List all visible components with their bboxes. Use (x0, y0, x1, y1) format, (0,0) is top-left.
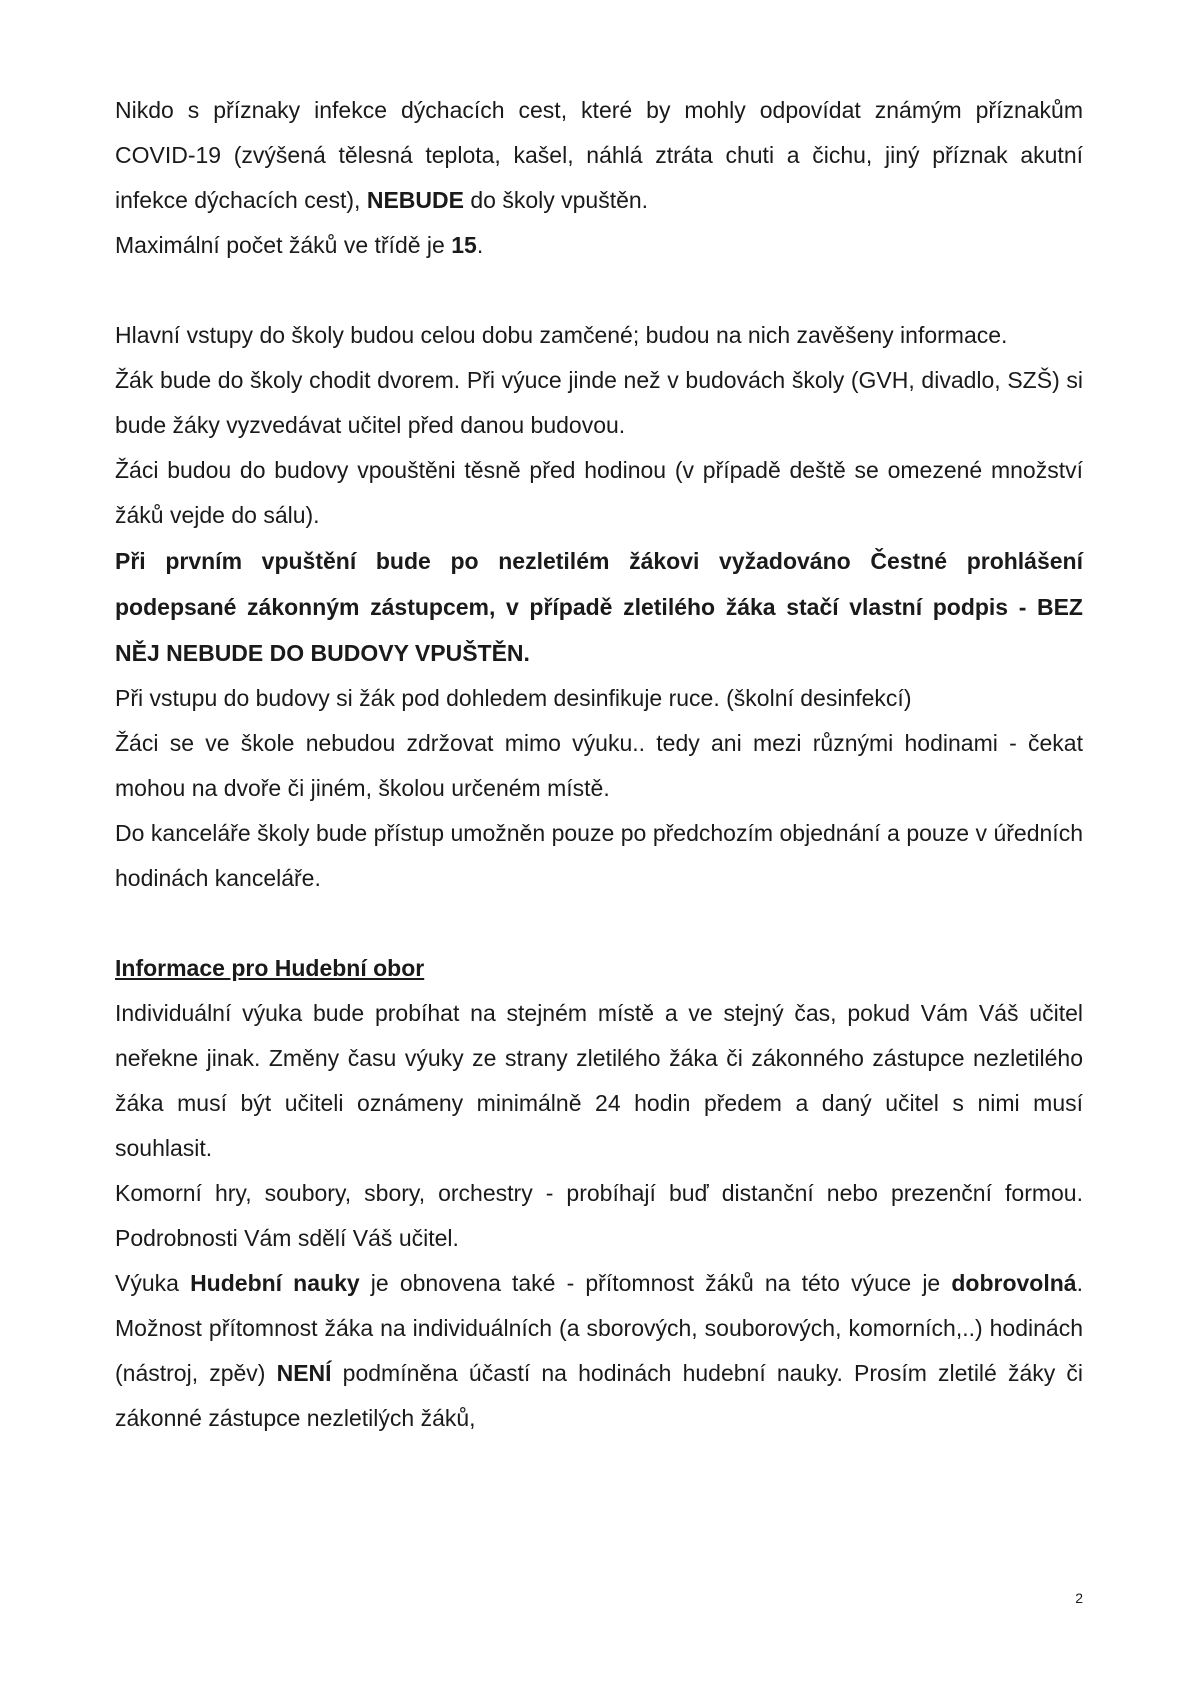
spacer (115, 901, 1083, 946)
spacer (115, 268, 1083, 313)
paragraph-music-theory (115, 1261, 1083, 1441)
paragraph-symptoms (115, 88, 1083, 223)
paragraph-music-theory-text-3: . Možnost přítomnost žáka na individuálních (a sborových, souborových, komorních,..) hodinách (nástroj, zpěv) (115, 1270, 1083, 1386)
paragraph-entry-timing: Žáci budou do budovy vpouštěni těsně před hodinou (v případě deště se omezené množství žáků vejde do sálu). (115, 457, 1083, 528)
paragraph-max-students (115, 223, 1083, 268)
paragraph-no-loitering: Žáci se ve škole nebudou zdržovat mimo výuku.. tedy ani mezi různými hodinami - čekat mohou na dvoře či jiném, školou určeném místě. (115, 730, 1083, 801)
paragraph-max-students-number: 15 (451, 232, 477, 258)
paragraph-office-access: Do kanceláře školy bude přístup umožněn pouze po předchozím objednání a pouze v úředních hodinách kanceláře. (115, 820, 1083, 891)
paragraph-main-entrances: Hlavní vstupy do školy budou celou dobu zamčené; budou na nich zavěšeny informace. (115, 322, 1008, 348)
document-page (115, 88, 1083, 1441)
page-number: 2 (1075, 1590, 1083, 1606)
paragraph-music-theory-text-4: podmíněna účastí na hodinách hudební nauky. Prosím zletilé žáky či zákonné zástupce nezletilých žáků, (115, 1360, 1083, 1431)
paragraph-ensembles: Komorní hry, soubory, sbory, orchestry - probíhají buď distanční nebo prezenční formou. Podrobnosti Vám sdělí Váš učitel. (115, 1180, 1083, 1251)
paragraph-symptoms-text-2: do školy vpuštěn. (463, 187, 649, 213)
paragraph-music-theory-text-2: je obnovena také - přítomnost žáků na této výuce je (359, 1270, 952, 1296)
paragraph-symptoms-text-1: Nikdo s příznaky infekce dýchacích cest, které by mohly odpovídat známým příznakům COVID-19 (zvýšená tělesná teplota, kašel, náhlá ztráta chuti a čichu, jiný příznak akutní infekce dýchacích cest), (115, 97, 1083, 213)
paragraph-individual-lessons: Individuální výuka bude probíhat na stejném místě a ve stejný čas, pokud Vám Váš učitel neřekne jinak. Změny času výuky ze strany zletilého žáka či zákonného zástupce nezletilého žáka musí být učiteli oznámeny minimálně 24 hodin předem a daný učitel s nimi musí souhlasit. (115, 1000, 1083, 1161)
paragraph-symptoms-bold-nebude: NEBUDE (366, 187, 464, 213)
paragraph-max-students-text-2: . (476, 232, 484, 258)
paragraph-music-theory-text-1: Výuka (115, 1270, 191, 1296)
paragraph-declaration-notice: Při prvním vpuštění bude po nezletilém žákovi vyžadováno Čestné prohlášení podepsané zákonným zástupcem, v případě zletilého žáka stačí vlastní podpis - BEZ NĚJ NEBUDE DO BUDOVY VPUŠTĚN. (115, 548, 1083, 666)
paragraph-music-theory-bold-voluntary: dobrovolná (951, 1270, 1077, 1296)
paragraph-disinfection: Při vstupu do budovy si žák pod dohledem desinfikuje ruce. (školní desinfekcí) (115, 685, 912, 711)
section-heading-music: Informace pro Hudební obor (115, 955, 425, 981)
paragraph-music-theory-bold-subject: Hudební nauky (190, 1270, 360, 1296)
paragraph-music-theory-bold-not: NENÍ (276, 1360, 332, 1386)
paragraph-max-students-text-1: Maximální počet žáků ve třídě je (115, 232, 452, 258)
paragraph-yard-entry: Žák bude do školy chodit dvorem. Při výuce jinde než v budovách školy (GVH, divadlo, SZŠ) si bude žáky vyzvedávat učitel před danou budovou. (115, 367, 1083, 438)
